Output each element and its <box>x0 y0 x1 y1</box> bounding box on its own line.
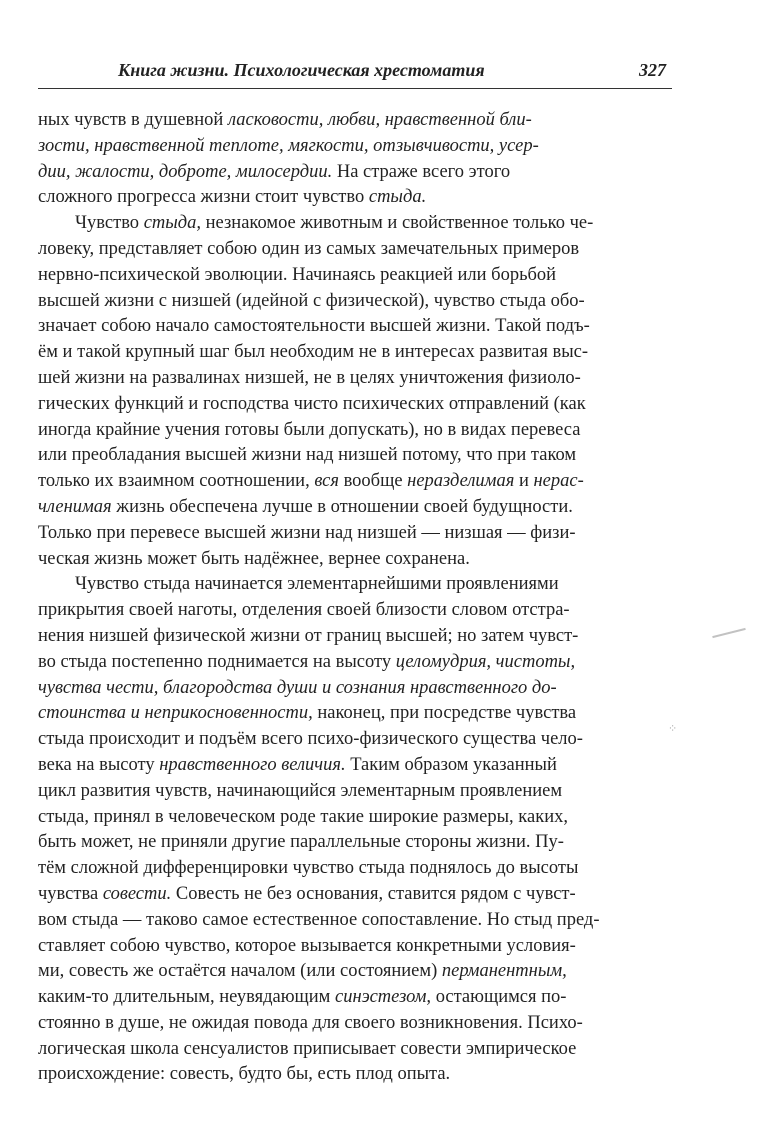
text-segment: ческая жизнь может быть надёжнее, вернее сохранена. <box>38 548 470 569</box>
text-line <box>38 830 678 856</box>
text-segment: Совесть не без основания, ставится рядом с чувст- <box>171 883 576 904</box>
text-line <box>38 108 678 134</box>
text-segment: наконец, при посредстве чувства <box>312 703 577 724</box>
text-segment: и <box>514 471 534 492</box>
text-line <box>38 805 678 831</box>
text-segment: Чувство <box>75 213 144 234</box>
text-segment: цикл развития чувств, начинающийся элементарным проявлением <box>38 780 563 801</box>
text-segment: нервно-психической эволюции. Начинаясь реакцией или борьбой <box>38 264 557 285</box>
body-text <box>38 108 678 1088</box>
italic-text-segment: стоинства и неприкосновенности, <box>38 703 313 724</box>
text-line <box>38 495 678 521</box>
text-line <box>38 211 678 237</box>
text-line <box>38 366 678 392</box>
text-segment: или преобладания высшей жизни над низшей потому, что при таком <box>38 445 577 466</box>
text-line <box>38 624 678 650</box>
text-segment: века на высоту <box>38 754 160 775</box>
text-segment: стыда происходит и подъём всего психо-физического существа чело- <box>38 729 583 750</box>
text-line <box>38 650 678 676</box>
italic-text-segment: ласковости, любви, нравственной бли- <box>227 110 532 130</box>
text-segment: ставляет собою чувство, которое вызывается конкретными условия- <box>38 935 576 956</box>
text-line <box>38 934 678 960</box>
text-line <box>38 701 678 727</box>
text-segment: во стыда постепенно поднимается на высоту <box>38 651 396 672</box>
scan-speck-mark: ⁘ <box>668 723 678 735</box>
text-line <box>38 289 678 315</box>
italic-text-segment: вся <box>314 471 339 492</box>
text-line <box>38 263 678 289</box>
text-line <box>38 443 678 469</box>
text-segment: происхождение: совесть, будто бы, есть плод опыта. <box>38 1064 451 1085</box>
text-segment: вом стыда — таково самое естественное сопоставление. Но стыд пред- <box>38 909 600 930</box>
text-line <box>38 856 678 882</box>
page-number: 327 <box>639 60 666 80</box>
text-line <box>38 185 678 211</box>
paragraph <box>38 211 678 572</box>
text-segment: сложного прогресса жизни стоит чувство <box>38 187 369 208</box>
italic-text-segment: перманентным, <box>441 961 567 982</box>
text-line <box>38 340 678 366</box>
text-segment: значает собою начало самостоятельности высшей жизни. Такой подъ- <box>38 316 590 337</box>
text-line <box>38 1037 678 1063</box>
text-line <box>38 314 678 340</box>
italic-text-segment: целомудрия, чистоты, <box>395 651 576 672</box>
text-segment: высшей жизни с низшей (идейной с физической), чувство стыда обо- <box>38 290 585 311</box>
text-line <box>38 134 678 160</box>
text-segment: незнакомое животным и свойственное только че- <box>201 213 594 234</box>
text-segment: стыда, принял в человеческом роде такие широкие размеры, каких, <box>38 806 568 827</box>
text-segment: ми, совесть же остаётся началом (или состоянием) <box>38 961 442 982</box>
text-line <box>38 779 678 805</box>
italic-text-segment: совести. <box>102 883 172 904</box>
text-segment: каким-то длительным, неувядающим <box>38 987 336 1008</box>
text-segment: ловеку, представляет собою один из самых замечательных примеров <box>38 238 580 259</box>
text-line <box>38 1062 678 1088</box>
text-line <box>38 908 678 934</box>
text-segment: вообще <box>338 471 408 492</box>
text-segment: чувства <box>38 883 103 904</box>
italic-text-segment: чувства чести, благородства души и сознания нравственного до- <box>38 677 557 698</box>
text-line <box>38 418 678 444</box>
text-segment: иногда крайние учения готовы были допускать), но в видах перевеса <box>38 419 581 440</box>
text-segment: ём и такой крупный шаг был необходим не в интересах развитая выс- <box>38 342 588 363</box>
paragraph <box>38 572 678 1088</box>
text-segment: гических функций и господства чисто психических отправлений (как <box>38 393 586 414</box>
text-segment: шей жизни на развалинах низшей, не в целях уничтожения физиоло- <box>38 367 581 388</box>
text-segment: Таким образом указанный <box>345 754 557 775</box>
italic-text-segment: неразделимая <box>407 471 515 492</box>
italic-text-segment: зости, нравственной теплоте, мягкости, отзывчивости, усер- <box>38 135 539 156</box>
text-segment: стоянно в душе, не ожидая повода для своего возникновения. Психо- <box>38 1012 583 1033</box>
italic-text-segment: синэстезом, <box>335 987 432 1008</box>
text-line <box>38 598 678 624</box>
text-line <box>38 160 678 186</box>
text-line <box>38 727 678 753</box>
italic-text-segment: нерас- <box>533 471 584 492</box>
italic-text-segment: членимая <box>38 496 112 517</box>
text-segment: логическая школа сенсуалистов приписывает совести эмпирическое <box>38 1038 577 1059</box>
italic-text-segment: стыда, <box>143 213 202 234</box>
text-segment: ных чувств в душевной <box>38 110 228 130</box>
text-line <box>38 521 678 547</box>
text-line <box>38 392 678 418</box>
text-segment: нения низшей физической жизни от границ высшей; но затем чувст- <box>38 625 579 646</box>
text-segment: Только при перевесе высшей жизни над низшей — низшая — физи- <box>38 522 576 543</box>
text-line <box>38 469 678 495</box>
italic-text-segment: дии, жалости, доброте, милосердии. <box>38 161 333 182</box>
text-segment: тём сложной дифференцировки чувство стыда поднялось до высоты <box>38 858 579 879</box>
running-title: Книга жизни. Психологическая хрестоматия <box>118 60 485 80</box>
text-segment: На страже всего этого <box>332 161 511 182</box>
scan-smudge-mark <box>712 628 745 638</box>
text-segment: только их взаимном соотношении, <box>38 471 315 492</box>
text-line <box>38 882 678 908</box>
paragraph <box>38 108 678 211</box>
text-line <box>38 676 678 702</box>
text-line <box>38 1011 678 1037</box>
text-line <box>38 237 678 263</box>
running-header <box>38 58 672 89</box>
text-segment: жизнь обеспечена лучше в отношении своей будущности. <box>111 496 573 517</box>
italic-text-segment: стыда. <box>368 187 427 208</box>
text-segment: быть может, не приняли другие параллельные стороны жизни. Пу- <box>38 832 564 853</box>
text-segment: остающимся по- <box>431 987 567 1008</box>
text-line <box>38 572 678 598</box>
text-line <box>38 547 678 573</box>
text-line <box>38 959 678 985</box>
text-segment: Чувство стыда начинается элементарнейшими проявлениями <box>75 574 559 595</box>
text-line <box>38 753 678 779</box>
italic-text-segment: нравственного величия. <box>159 754 346 775</box>
text-segment: прикрытия своей наготы, отделения своей близости словом отстра- <box>38 600 570 621</box>
text-line <box>38 985 678 1011</box>
